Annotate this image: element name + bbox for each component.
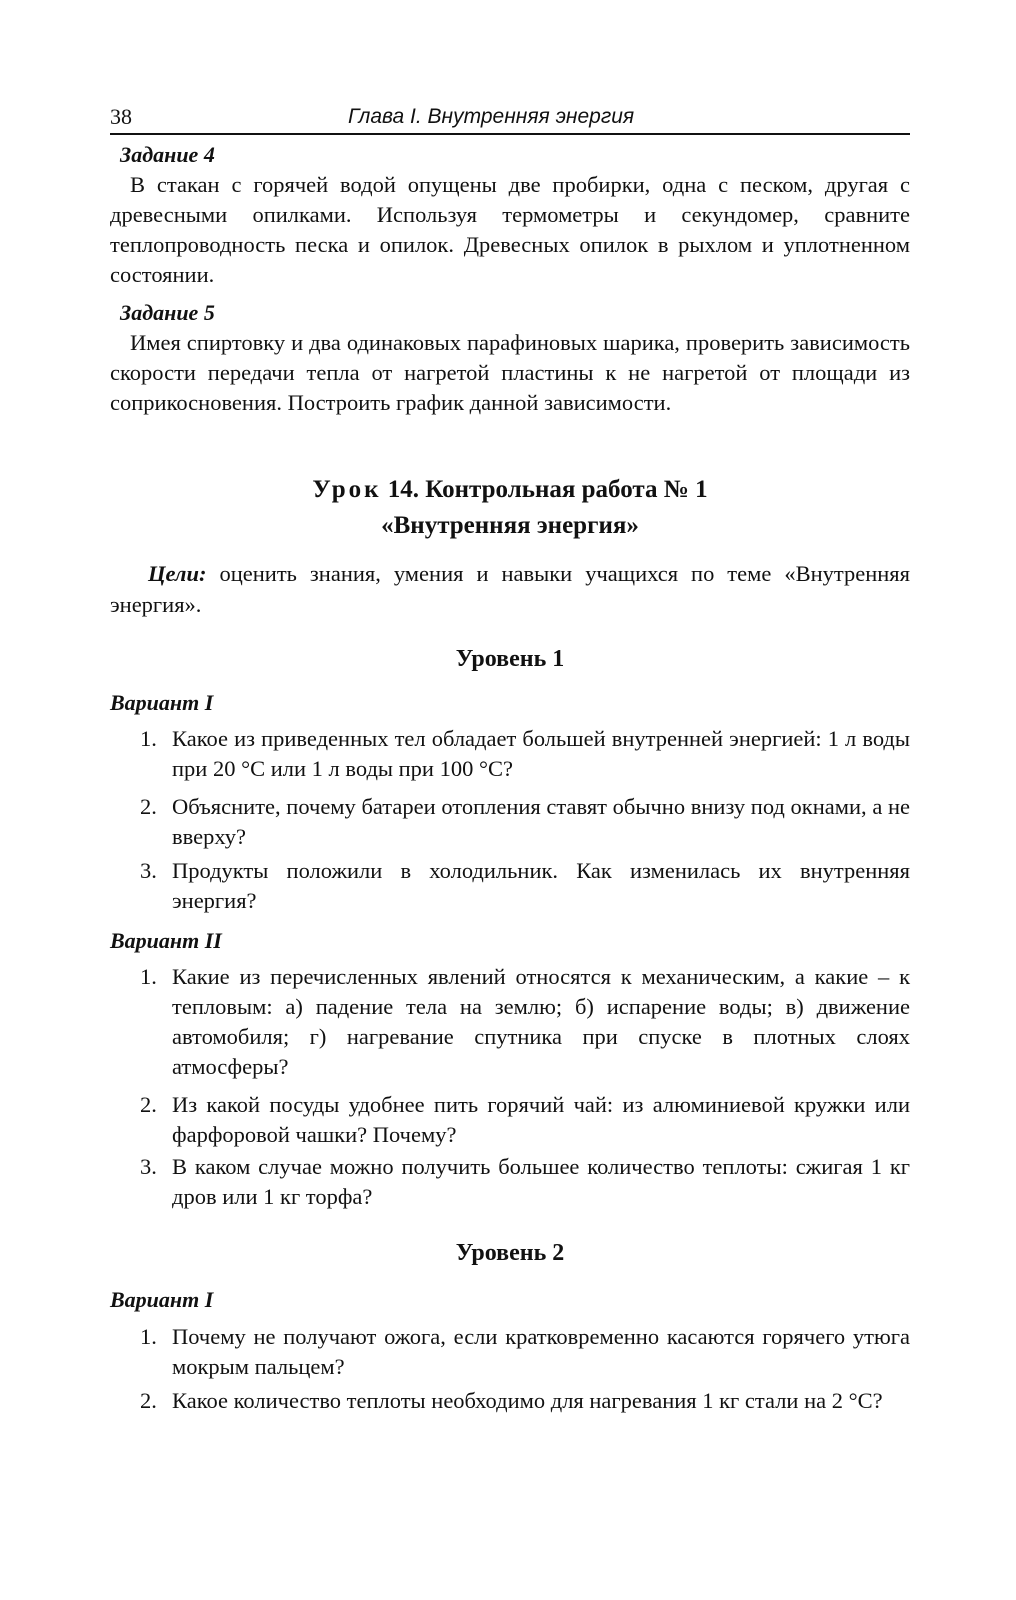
question-text: Какие из перечисленных явлений относятся к механическим, а какие – к тепловым: а) падение тела на землю; б) испарение воды; в) движение автомобиля; г) нагревание спутника при спуске в плотных слоях атмосферы?	[172, 964, 910, 1079]
level-1-variant-1-heading: Вариант I	[110, 690, 214, 715]
question-item	[140, 1152, 910, 1212]
question-number: 3.	[140, 1154, 157, 1179]
lesson-goals	[110, 558, 910, 620]
task-text: Имея спиртовку и два одинаковых парафиновых шарика, проверить зависимость скорости передачи тепла от нагретой пластины к не нагретой от площади из соприкосновения. Построить график данной зависимости.	[110, 330, 910, 415]
question-text: Объясните, почему батареи отопления ставят обычно внизу под окнами, а не вверху?	[172, 794, 910, 849]
lesson-prefix: Урок	[312, 476, 382, 503]
page-number: 38	[110, 104, 132, 129]
question-item	[140, 1322, 910, 1382]
question-number: 1.	[140, 726, 157, 751]
question-text: Какое количество теплоты необходимо для нагревания 1 кг стали на 2 °С?	[172, 1388, 883, 1413]
question-item	[140, 856, 910, 916]
task-text: В стакан с горячей водой опущены две пробирки, одна с песком, другая с древесными опилками. Используя термометры и секундомер, сравните теплопроводность песка и опилок. Древесных опилок в рыхлом и уплотненном состоянии.	[110, 172, 910, 287]
goals-label: Цели:	[148, 561, 207, 586]
lesson-title-text: 14. Контрольная работа № 1	[387, 476, 708, 503]
task-title: Задание 5	[120, 300, 215, 325]
question-item	[140, 792, 910, 852]
question-number: 2.	[140, 1092, 157, 1117]
level-1-heading: Уровень 1	[455, 646, 565, 672]
question-number: 2.	[140, 794, 157, 819]
question-item	[140, 724, 910, 784]
task-title: Задание 4	[120, 142, 215, 167]
question-item	[140, 962, 910, 1082]
level-2-heading: Уровень 2	[455, 1240, 565, 1266]
chapter-title: Глава I. Внутренняя энергия	[348, 105, 635, 128]
task-4	[110, 140, 910, 290]
question-number: 1.	[140, 1324, 157, 1349]
question-text: В каком случае можно получить большее количество теплоты: сжигая 1 кг дров или 1 кг торфа?	[172, 1154, 910, 1209]
question-number: 2.	[140, 1388, 157, 1413]
goals-text: оценить знания, умения и навыки учащихся по теме «Внутренняя энергия».	[110, 561, 910, 617]
question-number: 3.	[140, 858, 157, 883]
task-5	[110, 298, 910, 418]
level-2-variant-1-heading: Вариант I	[110, 1287, 214, 1312]
question-number: 1.	[140, 964, 157, 989]
question-text: Какое из приведенных тел обладает большей внутренней энергией: 1 л воды при 20 °С или 1 л воды при 100 °С?	[172, 726, 910, 781]
lesson-title-line-2: «Внутренняя энергия»	[381, 512, 639, 539]
lesson-title	[110, 472, 910, 544]
running-head	[110, 103, 910, 135]
question-text: Продукты положили в холодильник. Как изменилась их внутренняя энергия?	[172, 858, 910, 913]
question-item	[140, 1386, 910, 1416]
question-text: Почему не получают ожога, если кратковременно касаются горячего утюга мокрым пальцем?	[172, 1324, 910, 1379]
question-item	[140, 1090, 910, 1150]
lesson-title-line-1	[110, 472, 910, 508]
level-1-variant-2-heading: Вариант II	[110, 928, 222, 953]
question-text: Из какой посуды удобнее пить горячий чай: из алюминиевой кружки или фарфоровой чашки? Почему?	[172, 1092, 910, 1147]
